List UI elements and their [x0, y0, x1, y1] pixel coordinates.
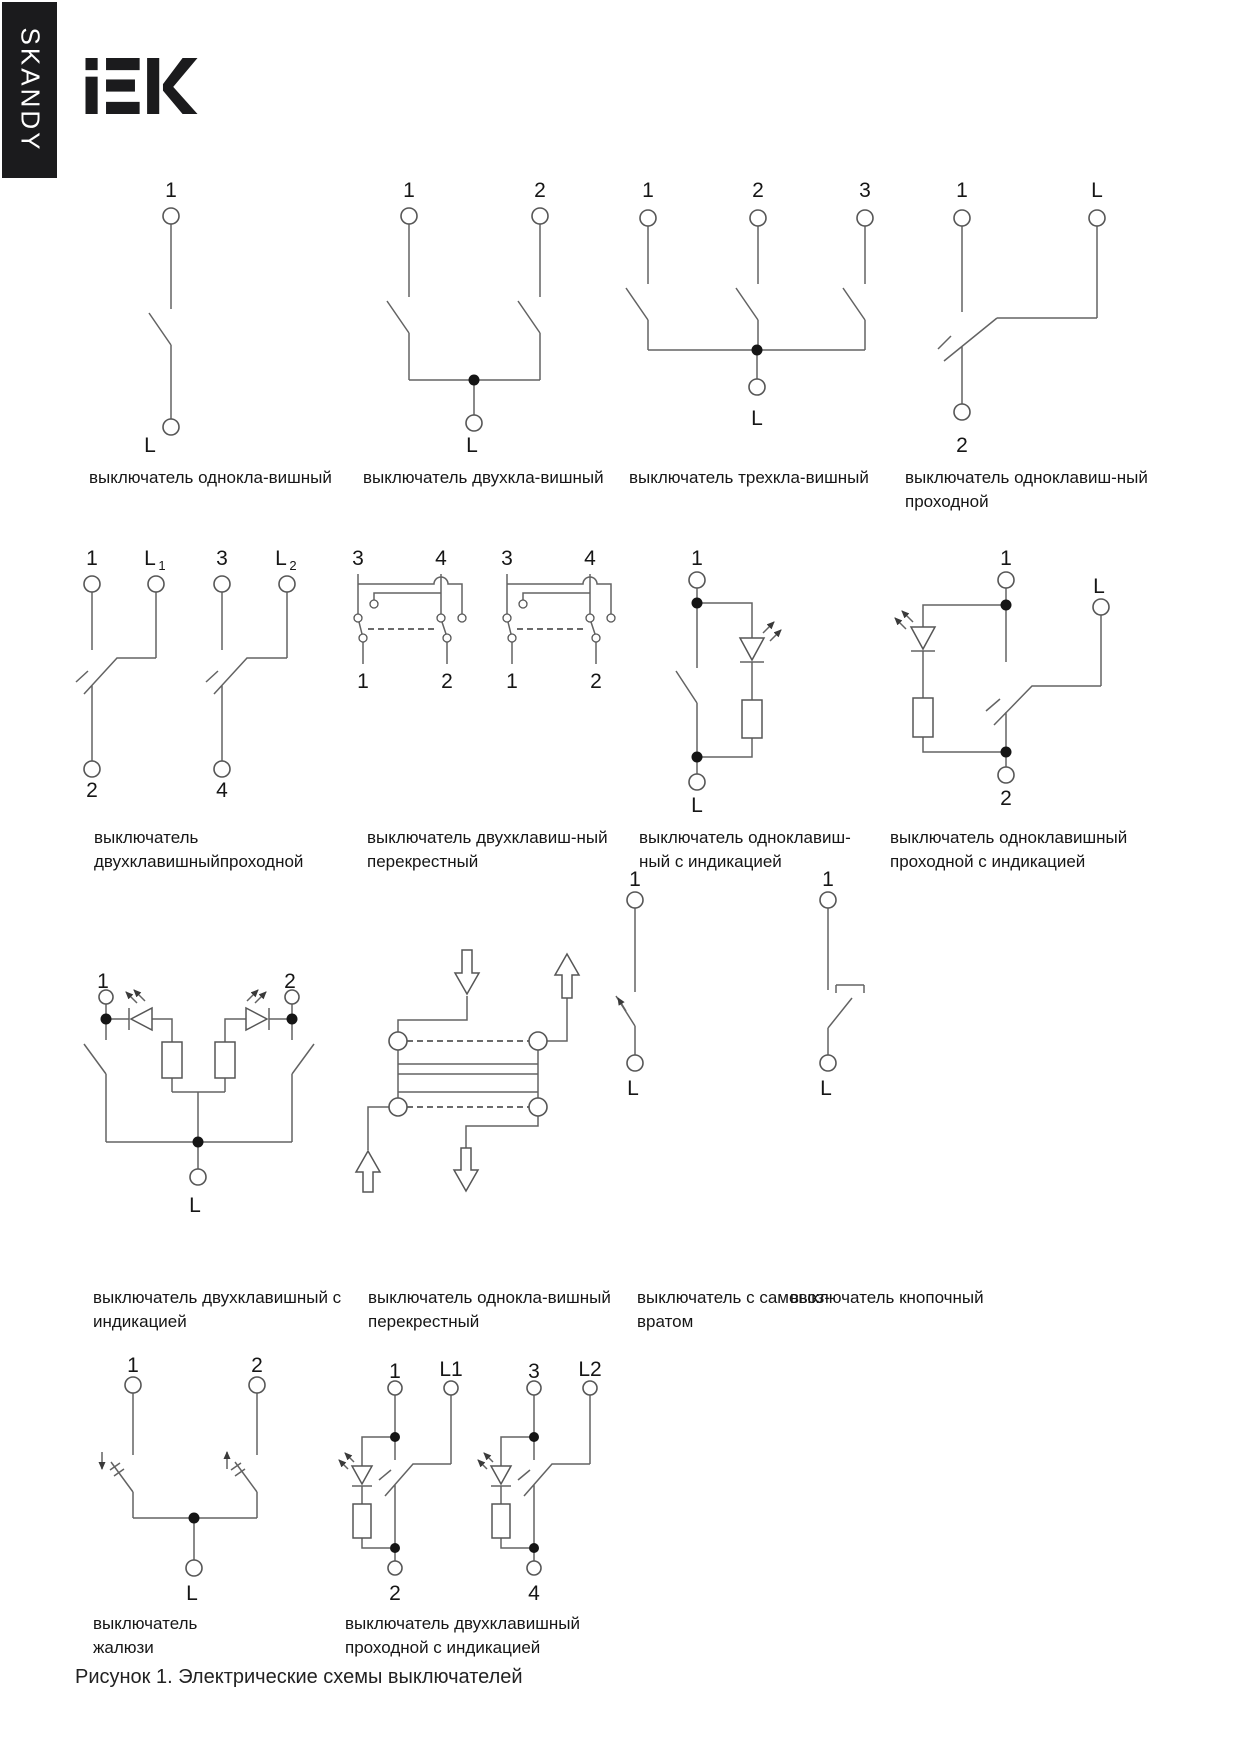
terminal	[1093, 599, 1109, 615]
terminal-label: 4	[584, 547, 596, 570]
led-arrow	[902, 611, 913, 622]
direction-arrow-up	[555, 954, 579, 998]
terminal	[583, 1381, 597, 1395]
wires-and-blades	[938, 226, 1097, 404]
wires-and-blades	[911, 588, 1101, 767]
terminal-label: L	[751, 407, 763, 430]
diagram-switch-2gang-2way	[76, 547, 297, 802]
terminal	[279, 576, 295, 592]
junction-dot	[529, 1432, 539, 1442]
terminal-label: 1	[822, 868, 834, 891]
diagram-switch-momentary	[616, 868, 643, 1100]
caption-switch-1gang: выключатель однокла-вишный	[89, 468, 332, 487]
terminal-label: 2	[1000, 787, 1012, 810]
terminal-label: 1	[403, 179, 415, 202]
wires-and-blades	[149, 224, 171, 419]
terminal	[527, 1381, 541, 1395]
terminal	[750, 210, 766, 226]
terminal-label: L	[1093, 575, 1105, 598]
terminal-label: 2	[86, 779, 98, 802]
terminal-label: 2	[956, 434, 968, 457]
diagram-switch-2gang-2way-indicator	[339, 1358, 602, 1605]
terminal-label-subscript: 2	[289, 558, 297, 573]
terminal-label: L	[144, 434, 156, 457]
contact	[503, 614, 511, 622]
figure-caption: Рисунок 1. Электрические схемы выключателей	[75, 1666, 523, 1688]
terminal	[689, 774, 705, 790]
diagram-switch-2gang-intermediate	[352, 547, 615, 693]
terminal-label: 2	[534, 179, 546, 202]
diagram-switch-1gang-2way	[938, 179, 1105, 457]
terminal	[84, 576, 100, 592]
contact	[354, 614, 362, 622]
terminal-label: 2	[251, 1354, 263, 1377]
terminal	[689, 572, 705, 588]
led-arrow	[770, 630, 781, 641]
caption-switch-1gang-2way-indicator	[890, 826, 1127, 874]
terminal-label: L	[189, 1194, 201, 1217]
terminal	[214, 576, 230, 592]
contact	[529, 1098, 547, 1116]
led-arrow	[345, 1453, 354, 1462]
caption-line: индикацией	[93, 1312, 187, 1331]
diagram-switch-blinds	[102, 1354, 265, 1605]
terminal-label: 1	[165, 179, 177, 202]
terminal	[444, 1381, 458, 1395]
wires-and-blades	[507, 574, 611, 664]
terminal	[190, 1169, 206, 1185]
terminal	[214, 761, 230, 777]
led-arrow	[484, 1453, 493, 1462]
caption-line: выключатель однокла-вишный	[368, 1288, 611, 1307]
direction-arrow-down	[454, 1148, 478, 1191]
contact	[529, 1032, 547, 1050]
contact	[458, 614, 466, 622]
terminal	[627, 1055, 643, 1071]
led-arrow	[126, 992, 137, 1003]
diagram-switch-1gang-2way-indicator	[895, 547, 1109, 810]
diagram-switch-1gang	[144, 179, 179, 457]
wires	[368, 996, 567, 1150]
caption-switch-1gang-intermediate	[368, 1286, 611, 1334]
terminal-label: 3	[352, 547, 364, 570]
caption-line: выключатель двухклавишный	[345, 1614, 580, 1633]
terminal	[954, 210, 970, 226]
self-return-arrow	[618, 998, 626, 1011]
caption-line: выключатель одноклавиш-	[639, 828, 851, 847]
terminal	[640, 210, 656, 226]
terminal-label: 3	[528, 1360, 540, 1383]
terminal	[249, 1377, 265, 1393]
caption-line: вратом	[637, 1312, 694, 1331]
diagram-switch-2gang	[387, 179, 548, 457]
resistor	[913, 698, 933, 737]
terminal	[84, 761, 100, 777]
direction-arrow-up	[356, 1151, 380, 1192]
caption-line: проходной с индикацией	[890, 852, 1086, 871]
caption-switch-2gang-intermediate	[367, 826, 608, 874]
terminal	[749, 379, 765, 395]
terminal	[401, 208, 417, 224]
led-triangle	[246, 1008, 267, 1030]
caption-line: двухклавишныйпроходной	[94, 852, 304, 871]
terminal-label: L	[627, 1077, 639, 1100]
junction-dot	[692, 752, 703, 763]
contact	[607, 614, 615, 622]
contact	[359, 634, 367, 642]
terminal-label-subscript: 1	[158, 558, 166, 573]
terminal	[820, 1055, 836, 1071]
terminal-label: 1	[357, 670, 369, 693]
contact	[437, 614, 445, 622]
caption-switch-2gang: выключатель двухкла-вишный	[363, 468, 604, 487]
led-arrow	[134, 990, 145, 1001]
caption-switch-1gang-indicator	[639, 826, 851, 874]
led-arrow	[255, 992, 266, 1003]
led-arrow	[339, 1460, 348, 1469]
terminal	[125, 1377, 141, 1393]
caption-line: проходной	[905, 492, 989, 511]
terminal-label: 4	[216, 779, 228, 802]
terminal	[163, 419, 179, 435]
caption-switch-blinds	[93, 1612, 197, 1660]
caption-line: ный с индикацией	[639, 852, 782, 871]
resistor	[492, 1504, 510, 1538]
contact	[519, 600, 527, 608]
led-arrow	[895, 618, 906, 629]
caption-line: выключатель двухклавишный с	[93, 1288, 342, 1307]
led-arrow	[478, 1460, 487, 1469]
terminal-label: 4	[435, 547, 447, 570]
led-triangle	[740, 638, 764, 660]
terminal-label: 1	[1000, 547, 1012, 570]
terminal	[388, 1381, 402, 1395]
terminal-label: L	[466, 434, 478, 457]
caption-line: жалюзи	[93, 1638, 154, 1657]
terminal	[532, 208, 548, 224]
caption-line: выключатель с самовоз-	[637, 1288, 830, 1307]
terminal-label: 4	[528, 1582, 540, 1605]
contact	[370, 600, 378, 608]
contact	[389, 1032, 407, 1050]
terminal-label: 1	[506, 670, 518, 693]
terminal-label: 2	[441, 670, 453, 693]
terminal	[954, 404, 970, 420]
junction-dot	[529, 1543, 539, 1553]
diagram-switch-1gang-intermediate	[356, 950, 579, 1192]
caption-line: выключатель одноклавишный	[890, 828, 1128, 847]
terminal-label: 2	[284, 970, 296, 993]
contact	[592, 634, 600, 642]
caption-line: выключатель одноклавиш-ный	[905, 468, 1148, 487]
junction-dot	[193, 1137, 204, 1148]
wires-and-blades	[828, 908, 864, 1055]
junction-dot	[390, 1432, 400, 1442]
junction-dot	[189, 1513, 200, 1524]
caption-switch-1gang-2way	[905, 466, 1148, 514]
terminal-label: 1	[956, 179, 968, 202]
terminal-label: 2	[389, 1582, 401, 1605]
terminal-label: L	[820, 1077, 832, 1100]
resistor	[742, 700, 762, 738]
contact	[389, 1098, 407, 1116]
terminal	[820, 892, 836, 908]
terminal-label: L	[275, 547, 287, 570]
caption-switch-pushbutton: выключатель кнопочный	[790, 1288, 984, 1307]
junction-dot	[287, 1014, 298, 1025]
junction-dot	[101, 1014, 112, 1025]
terminal-label: 1	[691, 547, 703, 570]
terminal	[148, 576, 164, 592]
terminal-label: L	[1091, 179, 1103, 202]
series-banner-label: SKANDY	[15, 27, 45, 153]
wires-and-blades	[616, 908, 635, 1055]
terminal-label: 1	[629, 868, 641, 891]
diagram-switch-1gang-indicator	[676, 547, 781, 817]
wires-and-blades	[676, 588, 764, 774]
wires-and-blades	[76, 592, 287, 761]
terminal-label: 3	[501, 547, 513, 570]
terminal-label: L1	[439, 1358, 463, 1381]
terminal	[627, 892, 643, 908]
wires-and-blades	[387, 224, 540, 415]
wires-and-blades	[110, 1393, 257, 1560]
junction-dot	[1001, 600, 1012, 611]
junction-dot	[469, 375, 480, 386]
caption-line: выключатель двухклавиш-ный	[367, 828, 608, 847]
terminal-label: 1	[97, 970, 109, 993]
terminal-label: 1	[389, 1360, 401, 1383]
terminal	[998, 767, 1014, 783]
caption-line: перекрестный	[367, 852, 479, 871]
terminal-label: L2	[578, 1358, 602, 1381]
terminal-label: 1	[127, 1354, 139, 1377]
junction-dot	[752, 345, 763, 356]
terminal	[163, 208, 179, 224]
led-arrow	[763, 622, 774, 633]
diagram-switch-2gang-indicator	[84, 970, 314, 1217]
resistor	[162, 1042, 182, 1078]
terminal-label: 2	[590, 670, 602, 693]
terminal	[857, 210, 873, 226]
terminal	[1089, 210, 1105, 226]
terminal	[998, 572, 1014, 588]
caption-line: перекрестный	[368, 1312, 480, 1331]
caption-switch-3gang: выключатель трехкла-вишный	[629, 468, 869, 487]
caption-line: проходной с индикацией	[345, 1638, 541, 1657]
led-triangle	[491, 1466, 511, 1484]
caption-line: выключатель	[93, 1614, 198, 1633]
contact	[443, 634, 451, 642]
caption-line: выключатель	[94, 828, 199, 847]
terminal-label: L	[186, 1582, 198, 1605]
terminal-label: 3	[216, 547, 228, 570]
terminal	[527, 1561, 541, 1575]
terminal	[388, 1561, 402, 1575]
junction-dot	[1001, 747, 1012, 758]
led-triangle	[911, 627, 935, 649]
direction-arrow-down	[455, 950, 479, 994]
diagram-switch-3gang	[626, 179, 873, 430]
terminal-label: L	[144, 547, 156, 570]
wires-and-blades	[626, 226, 865, 379]
terminal-label: L	[691, 794, 703, 817]
led-triangle	[131, 1008, 152, 1030]
caption-switch-2gang-2way-indicator	[345, 1612, 580, 1660]
terminal	[466, 415, 482, 431]
wires-and-blades	[358, 574, 462, 664]
resistor	[215, 1042, 235, 1078]
terminal-label: 3	[859, 179, 871, 202]
junction-dot	[390, 1543, 400, 1553]
terminal-label: 2	[752, 179, 764, 202]
contact	[508, 634, 516, 642]
diagram-switch-pushbutton	[820, 868, 864, 1100]
terminal	[186, 1560, 202, 1576]
caption-switch-2gang-indicator	[93, 1286, 341, 1334]
contact	[586, 614, 594, 622]
terminal-label: 1	[86, 547, 98, 570]
terminal-label: 1	[642, 179, 654, 202]
led-arrow	[247, 990, 258, 1001]
led-triangle	[352, 1466, 372, 1484]
junction-dot	[692, 598, 703, 609]
resistor	[353, 1504, 371, 1538]
caption-switch-2gang-2way	[94, 826, 303, 874]
